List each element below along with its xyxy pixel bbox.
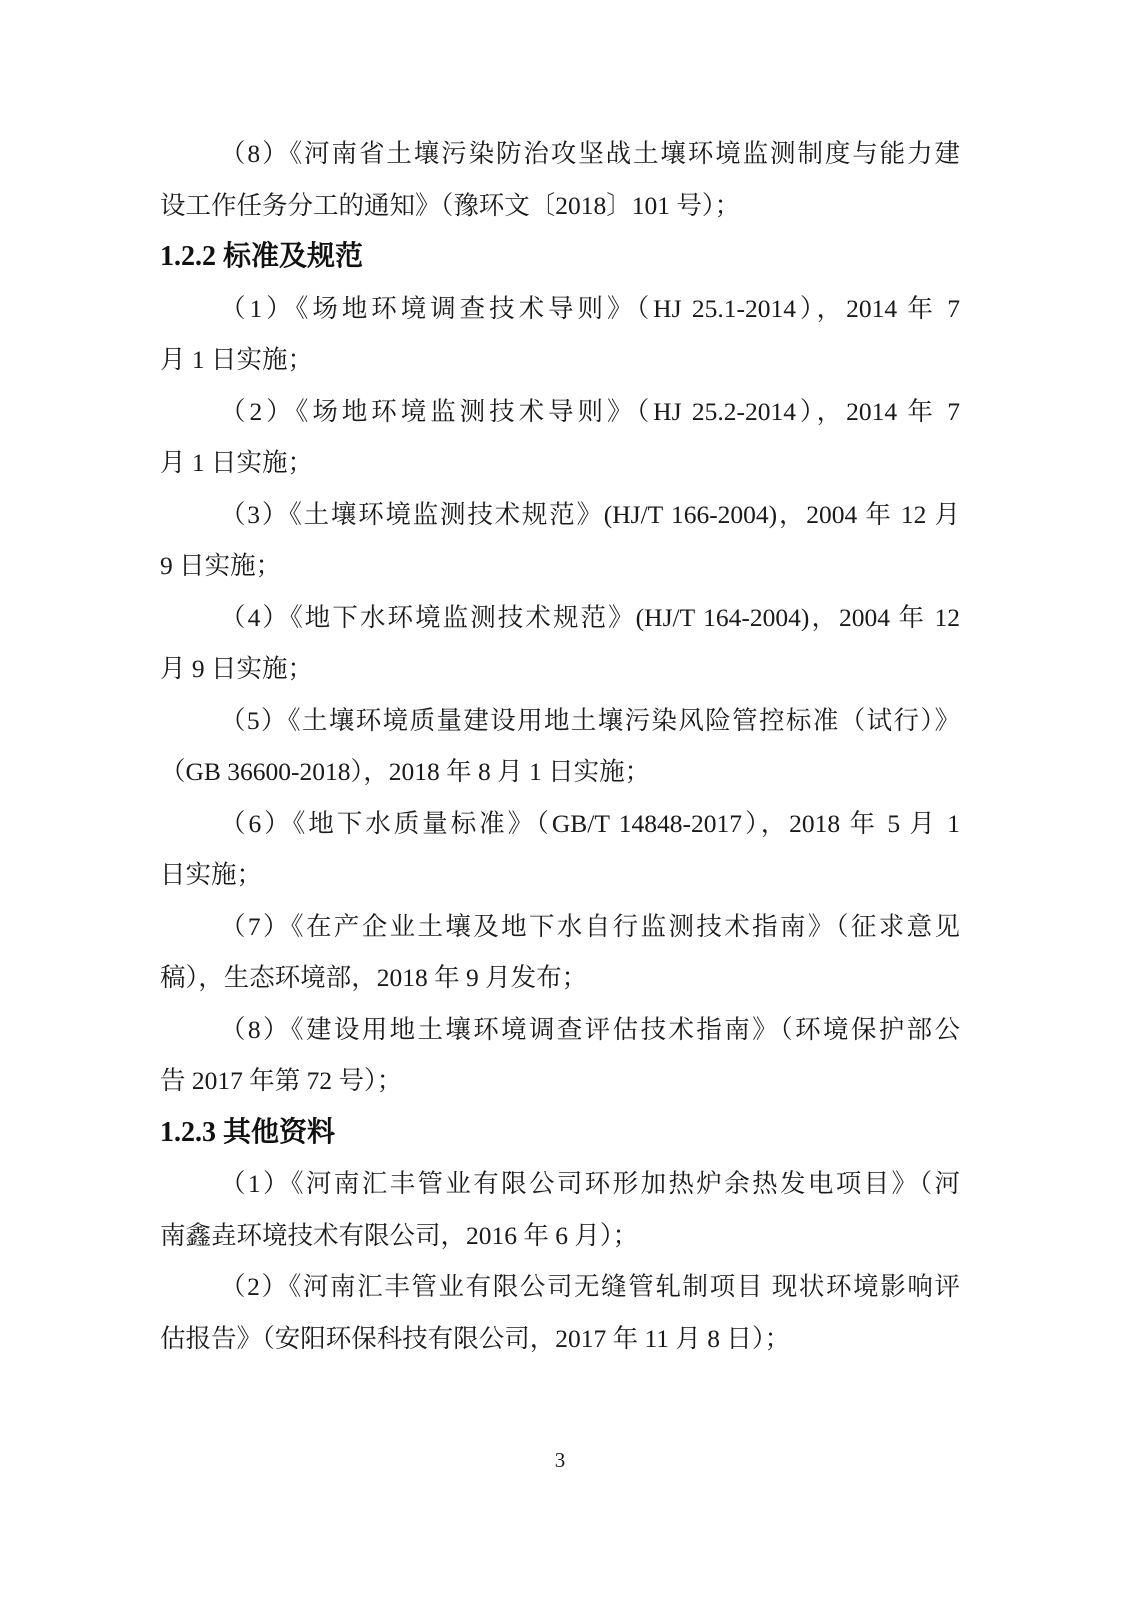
text-line: （6）《地下水质量标准》（GB/T 14848-2017），2018 年 5 月 1	[220, 808, 960, 838]
text-line: （7）《在产企业土壤及地下水自行监测技术指南》（征求意见	[220, 911, 960, 941]
page-number: 3	[554, 1448, 566, 1472]
section-heading: 1.2.2 标准及规范	[160, 241, 364, 272]
text-line: （4）《地下水环境监测技术规范》(HJ/T 164-2004)，2004 年 12	[220, 602, 960, 632]
section-heading: 1.2.3 其他资料	[160, 1116, 336, 1148]
text-line: 9 日实施；	[160, 551, 282, 580]
document-body	[160, 128, 960, 1364]
text-line: （5）《土壤环境质量建设用地土壤污染风险管控标准（试行）》	[220, 705, 960, 735]
text-line: （8）《河南省土壤污染防治攻坚战土壤环境监测制度与能力建	[220, 139, 960, 168]
text-line: 告 2017 年第 72 号）；	[160, 1066, 403, 1095]
text-line: 估报告》（安阳环保科技有限公司，2017 年 11 月 8 日）；	[160, 1323, 791, 1353]
text-line: （2）《河南汇丰管业有限公司无缝管轧制项目 现状环境影响评	[220, 1272, 960, 1301]
text-line: 月 1 日实施；	[160, 448, 314, 477]
text-line: （3）《土壤环境监测技术规范》(HJ/T 166-2004)，2004 年 12 月	[220, 499, 960, 529]
text-line: （8）《建设用地土壤环境调查评估技术指南》（环境保护部公	[220, 1014, 960, 1044]
text-line: （1）《河南汇丰管业有限公司环形加热炉余热发电项目》（河	[220, 1169, 960, 1198]
text-line: （GB 36600-2018），2018 年 8 月 1 日实施；	[160, 757, 651, 786]
text-line: 稿），生态环境部，2018 年 9 月发布；	[160, 963, 588, 992]
text-line: （1）《场地环境调查技术导则》（HJ 25.1-2014），2014 年 7	[220, 293, 960, 323]
text-line: （2）《场地环境监测技术导则》（HJ 25.2-2014），2014 年 7	[220, 396, 960, 426]
text-line: 设工作任务分工的通知》（豫环文〔2018〕101 号）；	[160, 190, 741, 220]
text-line: 月 1 日实施；	[160, 345, 314, 374]
text-line: 南鑫垚环境技术有限公司，2016 年 6 月）；	[160, 1220, 639, 1250]
text-line: 日实施；	[160, 860, 263, 889]
text-line: 月 9 日实施；	[160, 654, 314, 683]
